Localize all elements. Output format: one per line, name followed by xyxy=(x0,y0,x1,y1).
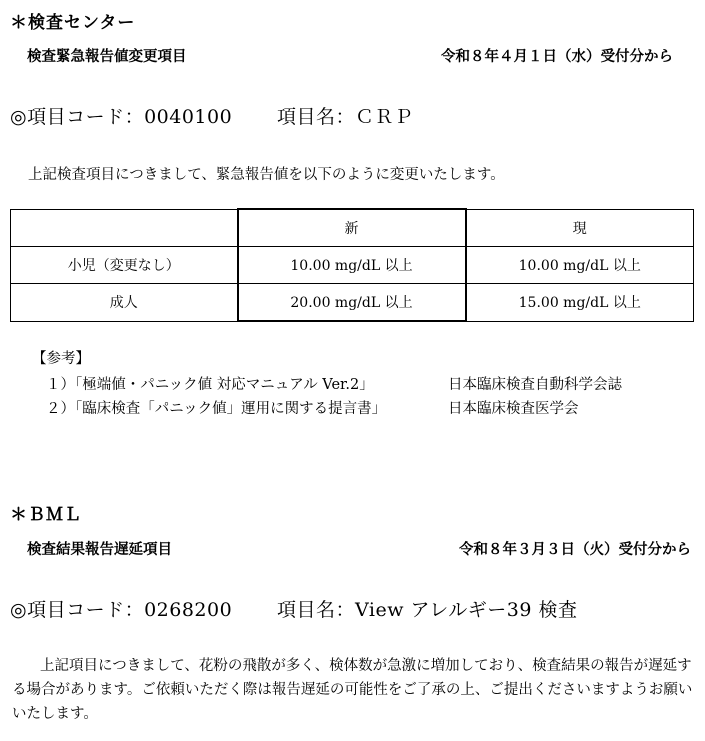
section1-item-code: ◎項目コード：0040100 xyxy=(10,106,233,128)
table-header-cell xyxy=(11,209,238,247)
section2-item-code: ◎項目コード：0268200 xyxy=(10,599,233,621)
section1-item-name: 項目名：ＣＲＰ xyxy=(277,106,414,128)
table-row xyxy=(11,247,694,284)
table-cell-current: 15.00 mg/dL 以上 xyxy=(466,284,694,322)
table-cell-new: 20.00 mg/dL 以上 xyxy=(238,284,466,322)
reference-title: ２）「臨床検査「パニック値」運用に関する提言書」 xyxy=(46,401,387,417)
table-cell-current: 10.00 mg/dL 以上 xyxy=(466,247,694,284)
reference-title: １）「極端値・パニック値 対応マニュアル Ver.2」 xyxy=(46,377,374,393)
table-row xyxy=(11,284,694,322)
table-header-new: 新 xyxy=(238,209,466,247)
section2-paragraph: 上記項目につきまして、花粉の飛散が多く、検体数が急激に増加しており、検査結果の報告が遅延する場合があります。ご依頼いただく際は報告遅延の可能性をご了承の上、ご提出くださいますようお願いいたします。 xyxy=(12,658,693,722)
reference-source: 日本臨床検査医学会 xyxy=(448,401,579,417)
references-heading: 【参考】 xyxy=(32,351,90,367)
table-row-label: 小児（変更なし） xyxy=(11,247,238,284)
section1-date: 令和８年４月１日（水）受付分から xyxy=(441,49,673,65)
section2-title: ＊ＢＭＬ xyxy=(10,505,82,525)
reference-source: 日本臨床検査自動科学会誌 xyxy=(448,377,622,393)
section2-date: 令和８年３月３日（火）受付分から xyxy=(459,542,691,558)
critical-value-table xyxy=(10,208,694,322)
table-cell-new: 10.00 mg/dL 以上 xyxy=(238,247,466,284)
table-header-current: 現 xyxy=(466,209,694,247)
table-header-row xyxy=(11,209,694,247)
section1-notice: 上記検査項目につきまして、緊急報告値を以下のように変更いたします。 xyxy=(28,167,505,183)
table-row-label: 成人 xyxy=(11,284,238,322)
section2-item-name: 項目名：View アレルギー39 検査 xyxy=(277,599,578,621)
section1-title: ＊検査センター xyxy=(10,13,136,33)
section1-subtitle: 検査緊急報告値変更項目 xyxy=(27,49,187,65)
section2-subtitle: 検査結果報告遅延項目 xyxy=(27,542,172,558)
